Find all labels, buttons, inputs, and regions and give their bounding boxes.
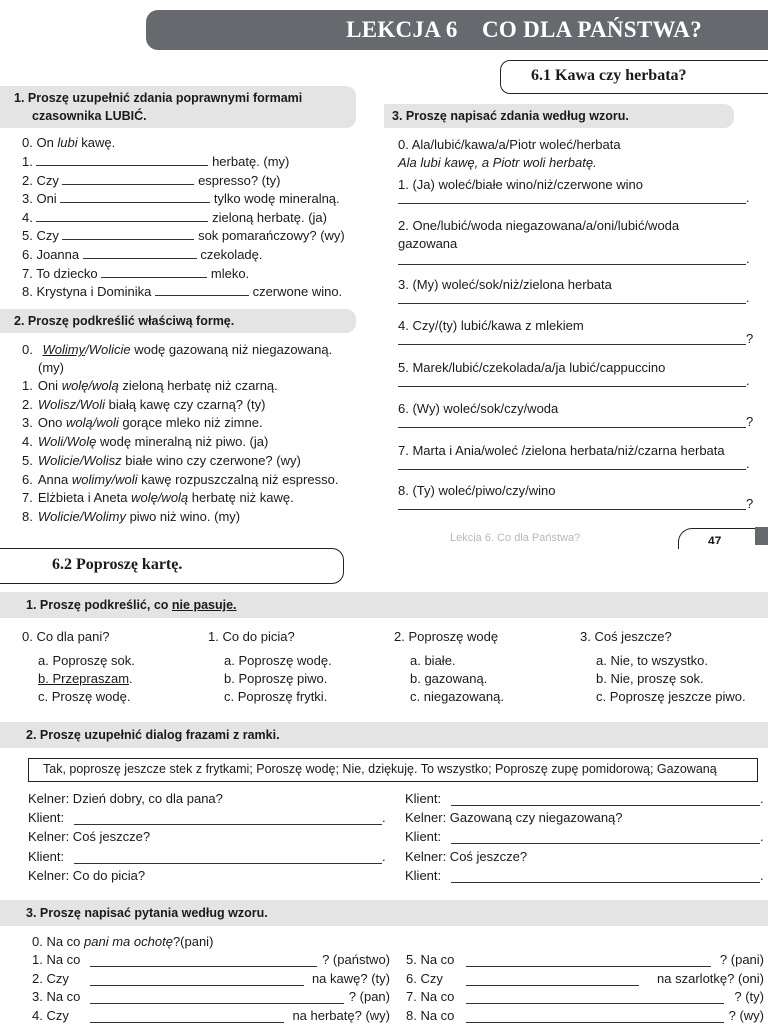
item-number: 6. <box>22 247 37 262</box>
dialog-answer-line[interactable] <box>451 805 760 806</box>
exercise-3-example: 0. Ala/lubić/kawa/a/Piotr woleć/herbata <box>398 137 621 152</box>
item-prefix: Ono <box>37 415 67 431</box>
line-end-punct: ? <box>746 414 754 429</box>
section-6-2-title: 6.2 Poproszę kartę. <box>52 556 183 573</box>
question-answer-line[interactable] <box>466 966 711 967</box>
example-suffix: ?(pani) <box>172 934 214 949</box>
item-body <box>38 434 268 449</box>
item-number: 8. <box>22 284 37 300</box>
question-suffix: na szarlotkę? (oni) <box>657 970 764 986</box>
dialog-text: Kelner: Coś jeszcze? <box>405 848 528 864</box>
question-suffix: na herbatę? (wy) <box>292 1007 390 1023</box>
item-number: 8. <box>22 508 33 524</box>
answer-line[interactable] <box>398 303 746 304</box>
line-end-punct: . <box>746 190 750 205</box>
item-number: 3. <box>22 415 33 431</box>
form-choice: Wolisz/Woli <box>37 396 106 412</box>
page-footer-text: Lekcja 6. Co dla Państwa? <box>450 532 581 542</box>
item-number: 7. <box>22 265 37 281</box>
question-answer-line[interactable] <box>90 1022 284 1023</box>
option-text: b. Nie, proszę sok. <box>596 671 704 686</box>
question-prefix: 5. Na co <box>406 952 455 967</box>
phrase-box <box>28 758 758 782</box>
item-suffix: zieloną herbatę niż czarną. <box>118 378 278 393</box>
option-text: b. Poproszę piwo. <box>224 671 328 686</box>
question-prefix: 1. Na co <box>32 952 81 967</box>
question-line <box>406 1008 454 1023</box>
line-end-punct: . <box>382 848 386 864</box>
item-number: 2. <box>22 172 37 188</box>
form-choice: Woli/Wolę <box>37 434 97 450</box>
answer-line[interactable] <box>398 344 746 345</box>
item-suffix: czerwone wino. <box>248 284 343 300</box>
question-answer-line[interactable] <box>466 1003 724 1004</box>
dialog-line <box>28 810 64 825</box>
question-line <box>32 1008 69 1023</box>
exercise-2-example <box>22 341 332 359</box>
exercise-1-item <box>22 209 327 227</box>
item-prefix: Oni <box>36 191 61 207</box>
question-prefix: 8. Na co <box>406 1007 455 1023</box>
line-end-punct: . <box>746 373 750 388</box>
line-end-punct: . <box>382 810 386 826</box>
option-a[interactable] <box>596 653 708 668</box>
question: 1. Co do picia? <box>208 629 295 644</box>
option-a[interactable] <box>410 653 456 668</box>
option-text: c. Poproszę jeszcze piwo. <box>596 689 746 704</box>
dialog-text: Klient: <box>28 848 65 864</box>
dialog-answer-line[interactable] <box>74 863 382 864</box>
option-c[interactable] <box>38 689 131 704</box>
item-number: 5. <box>22 228 37 244</box>
question-suffix: ? (państwo) <box>322 952 390 967</box>
line-end-punct: . <box>746 251 750 266</box>
form-choice: wolę/wolą <box>131 490 189 506</box>
exercise-2-item <box>22 508 240 526</box>
exercise-2-item <box>22 489 294 507</box>
line-end-punct: . <box>760 867 764 883</box>
question-suffix: ? (wy) <box>728 1007 764 1023</box>
item-suffix: białe wino czy czerwone? (wy) <box>121 452 301 468</box>
dialog-answer-line[interactable] <box>451 882 760 883</box>
item-number: 1. <box>22 154 37 169</box>
answer-line[interactable] <box>398 509 746 510</box>
item-number: 2. <box>22 396 33 412</box>
line-end-punct: . <box>746 290 750 305</box>
exercise-1-heading-line2: czasownika LUBIĆ. <box>32 109 147 123</box>
question-line <box>406 952 454 967</box>
example-prefix: 0. On <box>22 135 58 150</box>
option-text: b. Przepraszam <box>38 671 130 686</box>
exercise-3-prompt: 4. Czy/(ty) lubić/kawa z mlekiem <box>398 318 584 333</box>
answer-line[interactable] <box>398 469 746 470</box>
question-answer-line[interactable] <box>90 985 304 986</box>
exercise-3-prompt: 6. (Wy) woleć/sok/czy/woda <box>398 401 559 416</box>
option-b[interactable] <box>224 671 327 686</box>
item-number: 6. <box>22 471 33 487</box>
option-a[interactable] <box>224 653 332 668</box>
exercise-4-heading-text <box>26 598 237 612</box>
dialog-line <box>28 849 64 864</box>
form-choice: Wolicie/Wolisz <box>37 452 122 468</box>
example-verb: lubi <box>57 135 78 150</box>
dialog-text: Klient: <box>28 810 65 826</box>
question: 2. Poproszę wodę <box>394 629 499 644</box>
exercise-3-example-answer <box>398 154 597 172</box>
question-line <box>32 971 69 986</box>
question-answer-line[interactable] <box>90 966 317 967</box>
exercise-5-heading-text: 2. Proszę uzupełnić dialog frazami z ramki. <box>26 728 280 742</box>
answer-line[interactable] <box>398 386 746 387</box>
item-suffix: piwo niż wino. (my) <box>125 508 241 524</box>
item-suffix: espresso? (ty) <box>194 172 281 188</box>
item-number: 5. <box>22 452 33 468</box>
question-prefix: 2. Czy <box>32 970 69 986</box>
exercise-3-heading <box>384 104 734 128</box>
exercise-3-prompt: 2. One/lubić/woda niegazowana/a/oni/lubić/woda <box>398 218 680 233</box>
exercise-1-example <box>22 134 115 152</box>
form-choice: wolę/wolą <box>61 378 119 393</box>
item-body <box>38 397 266 412</box>
answer-blank[interactable] <box>101 265 207 278</box>
item-suffix: gorące mleko niż zimne. <box>118 415 263 431</box>
example-italic: pani ma ochotę <box>84 934 173 949</box>
answer-blank[interactable] <box>36 153 208 166</box>
dialog-text: Kelner: Gazowaną czy niegazowaną? <box>405 810 623 826</box>
item-suffix: czekoladę. <box>196 247 263 262</box>
item-body <box>38 453 301 468</box>
line-end-punct: ? <box>746 496 754 511</box>
example-correct-form: Wolimy <box>42 342 86 357</box>
lesson-number: LEKCJA 6 <box>346 17 458 42</box>
exercise-2-item <box>22 396 265 414</box>
item-number: 7. <box>22 490 33 506</box>
exercise-2-heading <box>0 309 356 333</box>
answer-line[interactable] <box>398 264 746 265</box>
exercise-2-item <box>22 471 338 489</box>
example-number: 0. <box>22 342 33 357</box>
item-number: 4. <box>22 434 33 450</box>
item-suffix: mleko. <box>207 265 250 281</box>
item-prefix: Oni <box>37 378 62 393</box>
exercise-1-item <box>22 265 249 283</box>
exercise-1-item <box>22 172 280 190</box>
exercise-1-heading <box>0 86 356 128</box>
exercise-1-item <box>22 153 289 171</box>
question-prefix: 4. Czy <box>32 1007 69 1023</box>
option-text: c. niegazowaną. <box>410 689 504 704</box>
form-choice: wolimy/woli <box>71 471 138 487</box>
dialog-line <box>405 791 441 806</box>
example-suffix: kawę. <box>77 135 116 150</box>
item-number: 4. <box>22 209 37 225</box>
question-suffix: na kawę? (ty) <box>311 970 390 986</box>
line-end-punct: . <box>760 791 764 806</box>
option-text: a. białe. <box>410 653 456 668</box>
page-number-tab <box>678 528 768 549</box>
exercise-6-example <box>32 933 213 951</box>
item-suffix: sok pomarańczowy? (wy) <box>194 228 345 244</box>
answer-blank[interactable] <box>83 246 197 259</box>
question-line <box>406 971 443 986</box>
example-answer-text: Ala lubi kawę, a Piotr woli herbatę. <box>398 155 597 170</box>
exercise-1-item <box>22 283 342 301</box>
exercise-2-example-cont: (my) <box>38 360 64 375</box>
item-suffix: herbatę. (my) <box>208 154 290 169</box>
item-suffix: białą kawę czy czarną? (ty) <box>105 396 266 412</box>
option-text: b. gazowaną. <box>410 671 488 686</box>
exercise-1-item <box>22 190 340 208</box>
item-prefix: Anna <box>37 471 72 487</box>
dialog-line <box>405 829 441 844</box>
dialog-line <box>405 810 623 825</box>
dialog-line <box>28 868 145 883</box>
answer-line[interactable] <box>398 427 746 428</box>
item-prefix: Elżbieta i Aneta <box>37 490 132 506</box>
dialog-text: Klient: <box>405 829 442 845</box>
item-prefix: Czy <box>36 228 63 244</box>
question-suffix: ? (pani) <box>719 952 764 967</box>
heading-prefix: 1. Proszę podkreślić, co <box>26 598 172 612</box>
exercise-1-item <box>22 227 345 245</box>
question-answer-line[interactable] <box>90 1003 344 1004</box>
option-c[interactable] <box>596 689 746 704</box>
option-text: a. Nie, to wszystko. <box>596 653 708 668</box>
dialog-text: Kelner: Co do picia? <box>28 867 146 883</box>
example-rest: wodę gazowaną niż niegazowaną. <box>130 342 333 357</box>
exercise-3-prompt: 8. (Ty) woleć/piwo/czy/wino <box>398 483 556 498</box>
item-number: 1. <box>22 378 33 393</box>
item-suffix: wodę mineralną niż piwo. (ja) <box>96 434 269 450</box>
dialog-line <box>405 868 441 883</box>
form-choice: Wolicie/Wolimy <box>37 508 126 524</box>
exercise-2-item <box>22 452 301 470</box>
exercise-3-prompt: 3. (My) woleć/sok/niż/zielona herbata <box>398 277 612 292</box>
option-tail: . <box>129 671 133 686</box>
option-b[interactable] <box>410 671 487 686</box>
item-suffix: kawę rozpuszczalną niż espresso. <box>137 471 339 487</box>
page-number: 47 <box>708 534 722 544</box>
lesson-banner <box>146 10 768 50</box>
line-end-punct: ? <box>746 331 754 346</box>
dialog-text: Klient: <box>405 867 442 883</box>
section-6-1-title: 6.1 Kawa czy herbata? <box>531 67 687 84</box>
item-prefix: Joanna <box>36 247 83 262</box>
exercise-1-item <box>22 246 263 264</box>
question: 0. Co dla pani? <box>22 629 110 644</box>
question-answer-line[interactable] <box>466 1022 724 1023</box>
exercise-2-item <box>22 414 263 432</box>
option-text: a. Poproszę wodę. <box>224 653 332 668</box>
dialog-text: Kelner: Coś jeszcze? <box>28 829 151 845</box>
answer-line[interactable] <box>398 203 746 204</box>
exercise-5-heading <box>0 722 768 748</box>
dialog-line <box>28 791 223 806</box>
heading-underlined: nie pasuje. <box>171 598 237 612</box>
exercise-3-prompt-cont: gazowana <box>398 236 458 251</box>
answer-blank[interactable] <box>36 209 208 222</box>
item-body <box>38 378 278 393</box>
question-prefix: 7. Na co <box>406 989 455 1005</box>
item-number: 3. <box>22 191 37 207</box>
line-end-punct: . <box>746 456 750 471</box>
option-text: c. Proszę wodę. <box>38 689 131 704</box>
item-suffix: herbatę niż kawę. <box>188 490 294 506</box>
option-b[interactable] <box>596 671 704 686</box>
question-line <box>32 989 80 1004</box>
section-6-1-tab <box>500 60 768 94</box>
exercise-4-heading <box>0 592 768 618</box>
option-c[interactable] <box>410 689 504 704</box>
exercise-3-heading-text: 3. Proszę napisać zdania według wzoru. <box>392 109 629 123</box>
exercise-2-item <box>22 433 268 451</box>
option-text: a. Poproszę sok. <box>38 653 135 668</box>
exercise-6-heading-text: 3. Proszę napisać pytania według wzoru. <box>26 906 268 920</box>
question-suffix: ? (pan) <box>348 989 390 1005</box>
item-body <box>38 415 263 430</box>
item-prefix: To dziecko <box>36 265 102 281</box>
phrase-box-text: Tak, poproszę jeszcze stek z frytkami; Poroszę wodę; Nie, dziękuję. To wszystko; Poproszę zupę pomidorową; Gazowaną <box>43 762 717 776</box>
answer-blank[interactable] <box>62 172 194 185</box>
item-suffix: tylko wodę mineralną. <box>210 191 340 207</box>
item-prefix: Czy <box>36 172 63 188</box>
item-body <box>38 490 294 505</box>
line-end-punct: . <box>760 829 764 845</box>
dialog-text: Kelner: Dzień dobry, co dla pana? <box>28 791 223 806</box>
form-choice: wolą/woli <box>66 415 119 431</box>
exercise-2-item <box>22 377 278 395</box>
dialog-answer-line[interactable] <box>451 843 760 844</box>
section-6-2-tab <box>0 548 344 584</box>
item-suffix: zieloną herbatę. (ja) <box>208 209 327 225</box>
option-b[interactable] <box>38 671 133 686</box>
question-suffix: ? (ty) <box>734 989 764 1005</box>
item-body <box>38 509 240 524</box>
lesson-title: CO DLA PAŃSTWA? <box>481 17 702 42</box>
question: 3. Coś jeszcze? <box>580 629 672 644</box>
answer-blank[interactable] <box>155 283 249 296</box>
exercise-6-heading <box>0 900 768 926</box>
question-prefix: 6. Czy <box>406 970 443 986</box>
dialog-line <box>28 829 150 844</box>
exercise-3-prompt: 1. (Ja) woleć/białe wino/niż/czerwone wino <box>398 177 643 192</box>
question-line <box>32 952 80 967</box>
dialog-answer-line[interactable] <box>74 824 382 825</box>
example-prefix: 0. Na co <box>32 934 85 949</box>
option-a[interactable] <box>38 653 135 668</box>
answer-blank[interactable] <box>60 190 210 203</box>
question-prefix: 3. Na co <box>32 989 81 1005</box>
exercise-1-heading-line1: 1. Proszę uzupełnić zdania poprawnymi formami <box>14 91 303 105</box>
dialog-text: Klient: <box>405 791 442 806</box>
exercise-3-prompt: 7. Marta i Ania/woleć /zielona herbata/niż/czarna herbata <box>398 443 725 458</box>
option-c[interactable] <box>224 689 327 704</box>
question-answer-line[interactable] <box>466 985 639 986</box>
exercise-2-heading-text: 2. Proszę podkreślić właściwą formę. <box>14 314 235 328</box>
exercise-3-prompt: 5. Marek/lubić/czekolada/a/ja lubić/cappuccino <box>398 360 666 375</box>
option-text: c. Poproszę frytki. <box>224 689 328 704</box>
item-body <box>38 472 339 487</box>
question-line <box>406 989 454 1004</box>
dialog-line <box>405 849 527 864</box>
answer-blank[interactable] <box>62 227 194 240</box>
example-alt-form: /Wolicie <box>85 342 131 357</box>
item-prefix: Krystyna i Dominika <box>36 284 155 300</box>
